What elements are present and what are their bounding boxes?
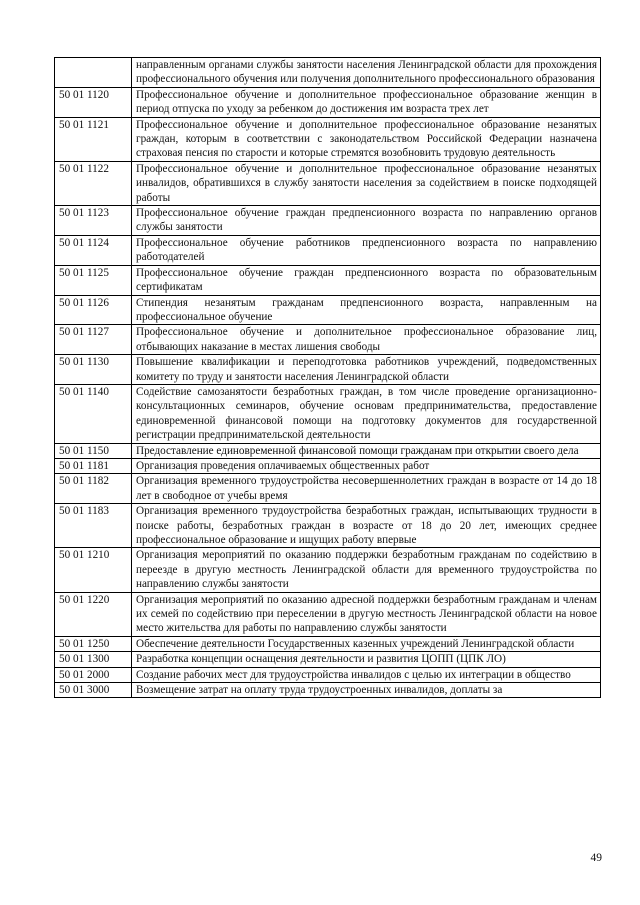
- table-row: [55, 458, 601, 473]
- description-cell: Профессиональное обучение граждан предпенсионного возраста по направлению органов службы занятости: [132, 206, 601, 236]
- page-number: 49: [590, 852, 602, 864]
- description-cell: Профессиональное обучение и дополнительное профессиональное образование женщин в период отпуска по уходу за ребенком до достижения им возраста трех лет: [132, 87, 601, 117]
- code-cell: 50 01 1250: [55, 636, 132, 651]
- table-row: [55, 592, 601, 636]
- description-cell: направленным органами службы занятости населения Ленинградской области для прохождения профессионального обучения или получения дополнительного профессионального образования: [132, 58, 601, 88]
- code-cell: 50 01 1210: [55, 548, 132, 592]
- description-cell: Организация временного трудоустройства безработных граждан, испытывающих трудности в поиске работы, безработных граждан в возрасте от 18 до 20 лет, имеющих среднее профессиональное образование и ищущих работу впервые: [132, 504, 601, 548]
- code-cell: 50 01 1124: [55, 235, 132, 265]
- code-cell: 50 01 1121: [55, 117, 132, 161]
- budget-code-table: [54, 57, 601, 698]
- description-cell: Возмещение затрат на оплату труда трудоустроенных инвалидов, доплаты за: [132, 683, 601, 698]
- code-cell: 50 01 1120: [55, 87, 132, 117]
- code-cell: 50 01 3000: [55, 683, 132, 698]
- description-cell: Профессиональное обучение граждан предпенсионного возраста по образовательным сертификатам: [132, 265, 601, 295]
- code-cell: 50 01 1220: [55, 592, 132, 636]
- table-row: [55, 235, 601, 265]
- table-row: [55, 295, 601, 325]
- description-cell: Профессиональное обучение и дополнительное профессиональное образование незанятых граждан, которым в соответствии с законодательством Российской Федерации назначена страховая пенсия по старости и которые стремятся возобновить трудовую деятельность: [132, 117, 601, 161]
- code-cell: 50 01 1183: [55, 504, 132, 548]
- description-cell: Предоставление единовременной финансовой помощи гражданам при открытии своего дела: [132, 443, 601, 458]
- code-cell: 50 01 1140: [55, 384, 132, 443]
- description-cell: Организация мероприятий по оказанию поддержки безработным гражданам по содействию в переезде в другую местность Ленинградской области для временного трудоустройства по направлению службы занятости: [132, 548, 601, 592]
- code-cell: 50 01 1182: [55, 474, 132, 504]
- description-cell: Повышение квалификации и переподготовка работников учреждений, подведомственных комитету по труду и занятости населения Ленинградской области: [132, 355, 601, 385]
- code-cell: 50 01 2000: [55, 667, 132, 682]
- code-cell: [55, 58, 132, 88]
- table-row: [55, 636, 601, 651]
- code-cell: 50 01 1300: [55, 652, 132, 667]
- table-row: [55, 87, 601, 117]
- table-row: [55, 355, 601, 385]
- description-cell: Профессиональное обучение и дополнительное профессиональное образование лиц, отбывающих наказание в местах лишения свободы: [132, 325, 601, 355]
- code-cell: 50 01 1127: [55, 325, 132, 355]
- table-row: [55, 58, 601, 88]
- description-cell: Стипендия незанятым гражданам предпенсионного возраста, направленным на профессиональное обучение: [132, 295, 601, 325]
- table-row: [55, 384, 601, 443]
- description-cell: Организация временного трудоустройства несовершеннолетних граждан в возрасте от 14 до 18 лет в свободное от учебы время: [132, 474, 601, 504]
- description-cell: Обеспечение деятельности Государственных казенных учреждений Ленинградской области: [132, 636, 601, 651]
- table-row: [55, 652, 601, 667]
- code-cell: 50 01 1181: [55, 458, 132, 473]
- description-cell: Организация мероприятий по оказанию адресной поддержки безработным гражданам и членам их семей по содействию при переселении в другую местность Ленинградской области на новое место жительства для работы по направлению службы занятости: [132, 592, 601, 636]
- description-cell: Создание рабочих мест для трудоустройства инвалидов с целью их интеграции в общество: [132, 667, 601, 682]
- code-cell: 50 01 1123: [55, 206, 132, 236]
- description-cell: Профессиональное обучение и дополнительное профессиональное образование незанятых инвалидов, обратившихся в службу занятости населения за содействием в поиске подходящей работы: [132, 161, 601, 205]
- code-cell: 50 01 1150: [55, 443, 132, 458]
- table-row: [55, 548, 601, 592]
- table-row: [55, 206, 601, 236]
- table-row: [55, 683, 601, 698]
- description-cell: Разработка концепции оснащения деятельности и развития ЦОПП (ЦПК ЛО): [132, 652, 601, 667]
- table-body: [55, 58, 601, 698]
- table-row: [55, 504, 601, 548]
- code-cell: 50 01 1122: [55, 161, 132, 205]
- table-row: [55, 325, 601, 355]
- description-cell: Организация проведения оплачиваемых общественных работ: [132, 458, 601, 473]
- description-cell: Содействие самозанятости безработных граждан, в том числе проведение организационно-консультационных семинаров, обучение основам предпринимательства, предоставление единовременной финансовой помощи на подготовку документов для государственной регистрации предпринимательской деятельности: [132, 384, 601, 443]
- table-row: [55, 265, 601, 295]
- description-cell: Профессиональное обучение работников предпенсионного возраста по направлению работодателей: [132, 235, 601, 265]
- code-cell: 50 01 1126: [55, 295, 132, 325]
- code-cell: 50 01 1130: [55, 355, 132, 385]
- table-row: [55, 161, 601, 205]
- table-row: [55, 117, 601, 161]
- table-row: [55, 443, 601, 458]
- table-row: [55, 474, 601, 504]
- code-cell: 50 01 1125: [55, 265, 132, 295]
- table-row: [55, 667, 601, 682]
